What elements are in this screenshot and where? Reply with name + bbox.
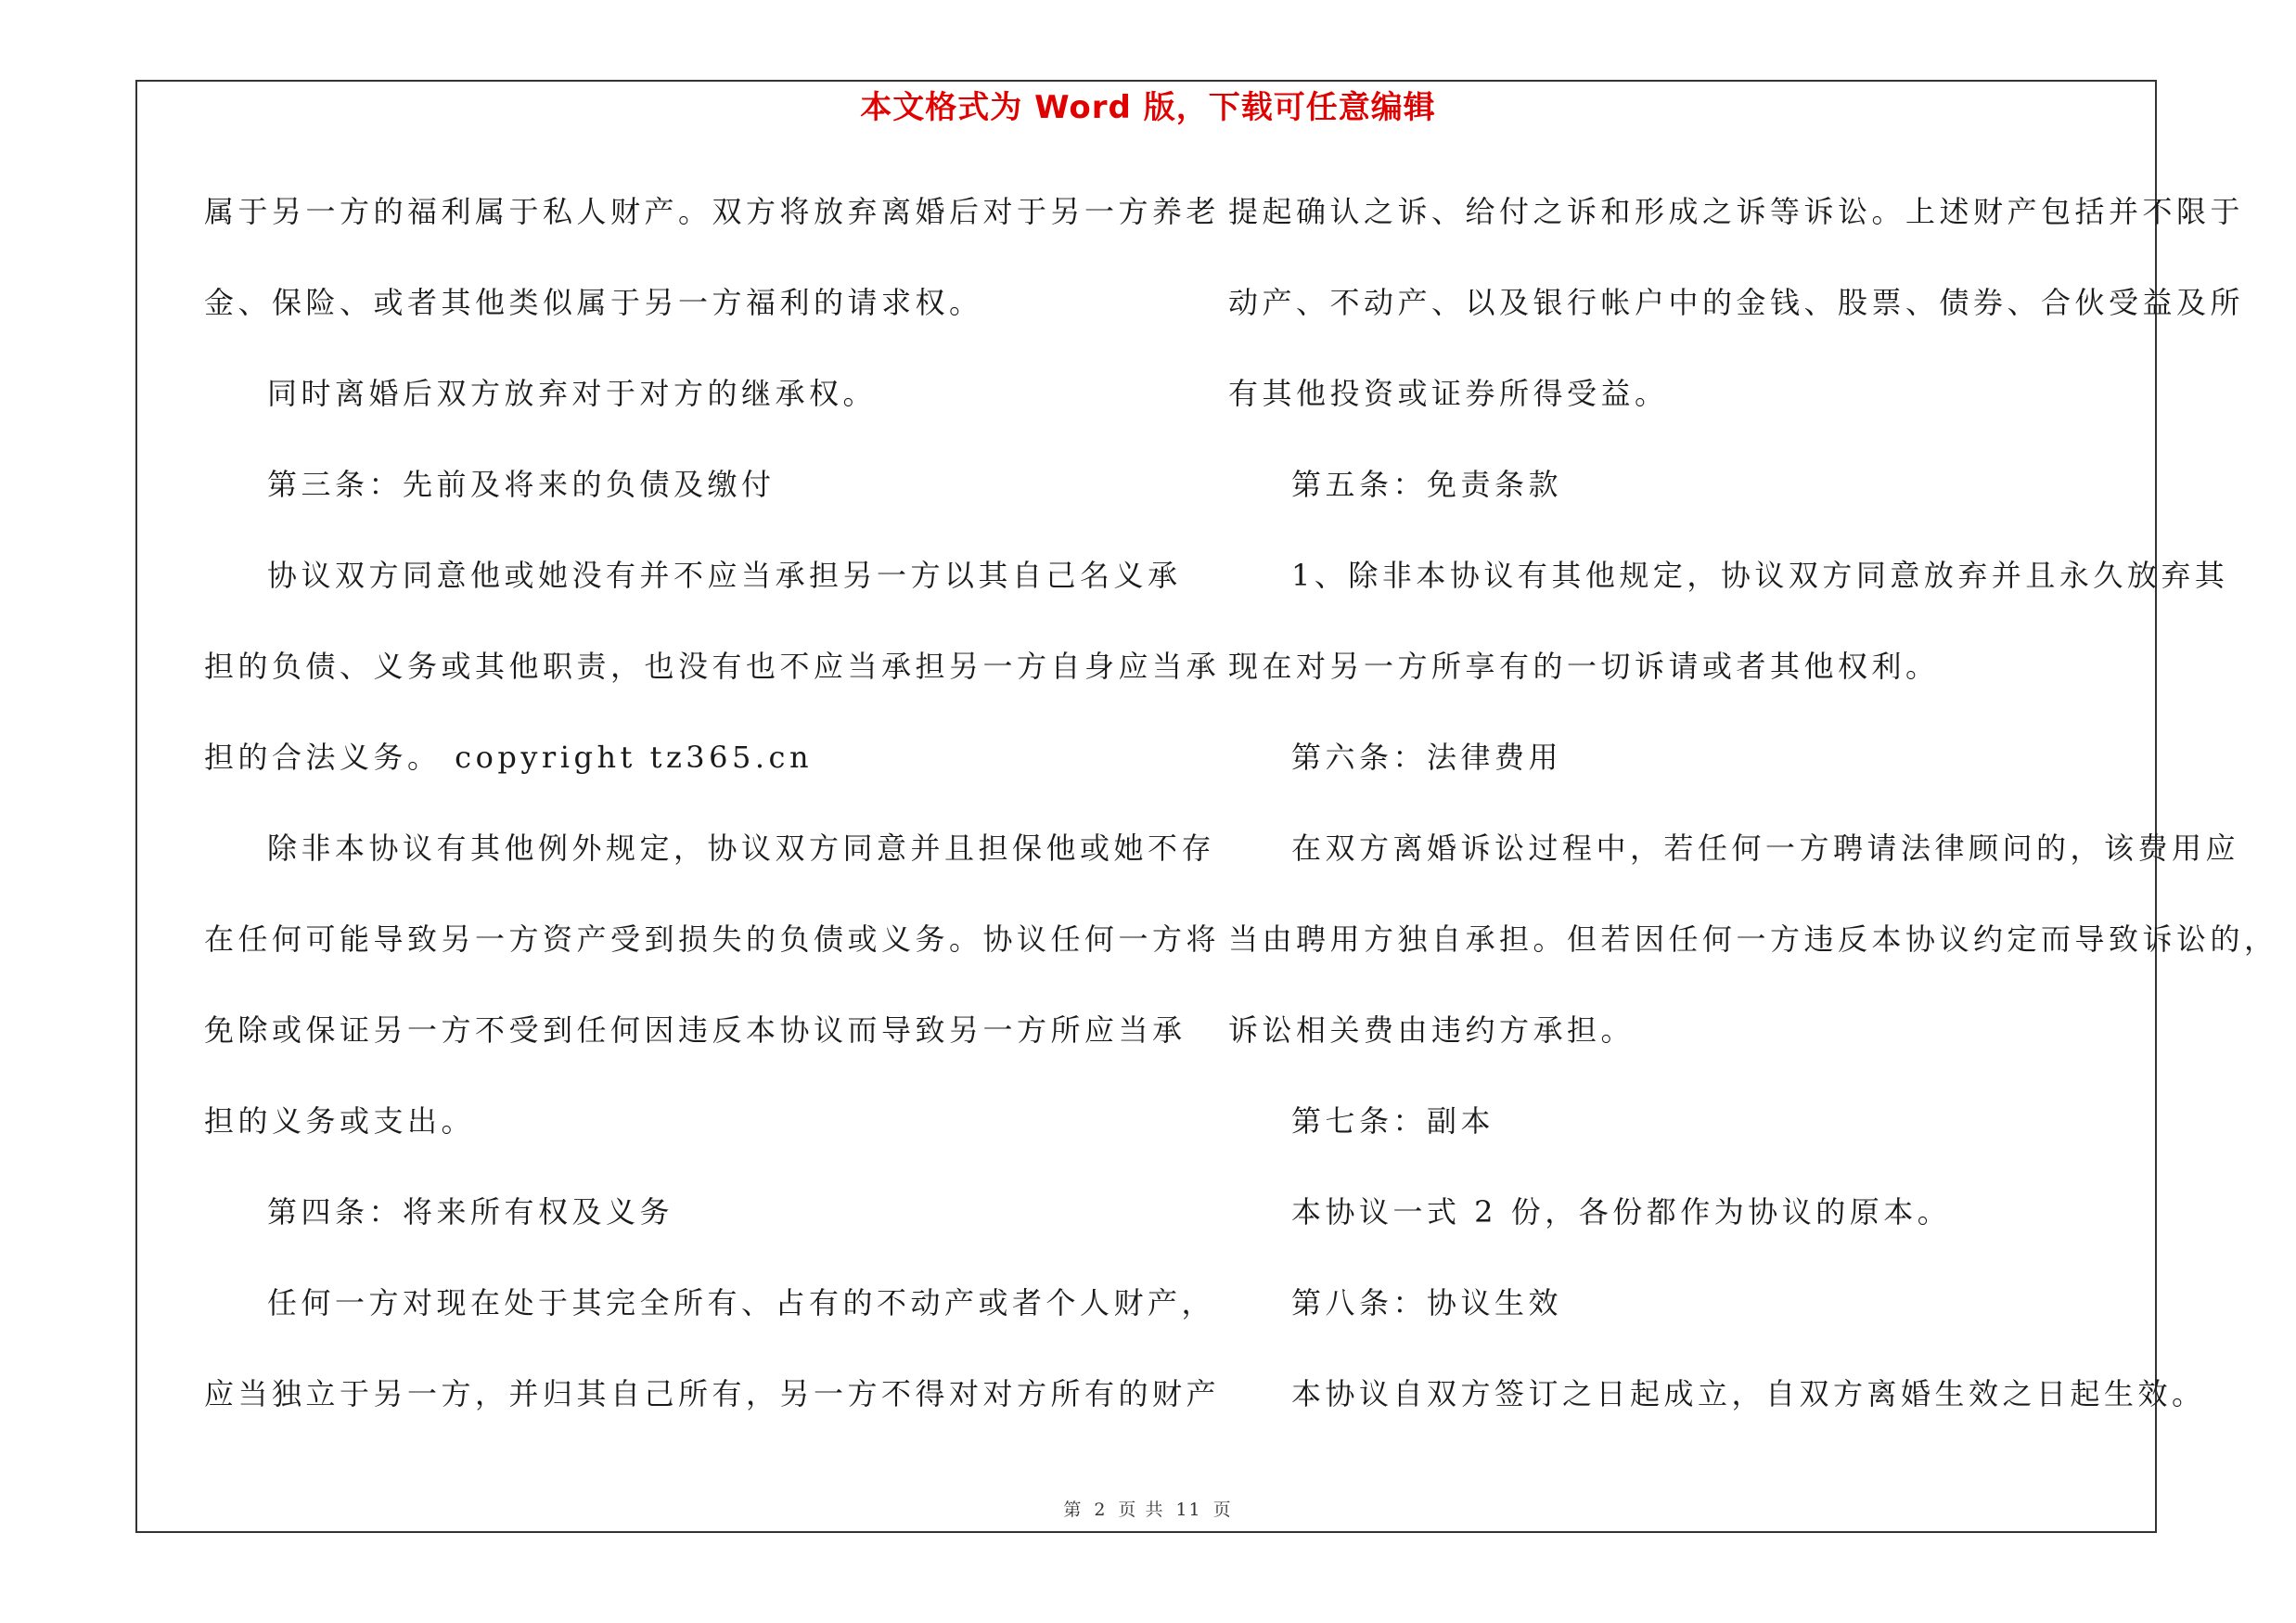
text-line: 本协议一式 2 份，各份都作为协议的原本。 [1291, 1194, 1952, 1230]
text-line: 金、保险、或者其他类似属于另一方福利的请求权。 [204, 285, 983, 320]
text-line: 第八条：协议生效 [1291, 1285, 1563, 1320]
word-format-banner: 本文格式为 Word 版，下载可任意编辑 [860, 89, 1436, 126]
text-line: 担的合法义务。 copyright tz365.cn [204, 740, 814, 775]
text-line: 担的义务或支出。 [204, 1103, 476, 1139]
text-line: 1、除非本协议有其他规定，协议双方同意放弃并且永久放弃其 [1291, 558, 2229, 593]
text-line: 应当独立于另一方，并归其自己所有，另一方不得对对方所有的财产 [204, 1376, 1221, 1411]
text-line: 任何一方对现在处于其完全所有、占有的不动产或者个人财产， [267, 1285, 1216, 1320]
footer-prefix: 第 [1063, 1500, 1084, 1520]
text-line: 当由聘用方独自承担。但若因任何一方违反本协议约定而导致诉讼的， [1228, 921, 2278, 957]
text-line: 属于另一方的福利属于私人财产。双方将放弃离婚后对于另一方养老 [204, 194, 1221, 229]
text-line: 除非本协议有其他例外规定，协议双方同意并且担保他或她不存 [267, 831, 1216, 866]
footer-current-page: 2 [1094, 1500, 1108, 1520]
text-line: 现在对另一方所享有的一切诉请或者其他权利。 [1228, 649, 1940, 684]
page-footer [0, 1496, 2296, 1521]
text-line: 诉讼相关费由违约方承担。 [1228, 1012, 1635, 1048]
left-column [204, 184, 1221, 1457]
text-line: 第五条：免责条款 [1291, 467, 1563, 502]
text-line: 本协议自双方签订之日起成立，自双方离婚生效之日起生效。 [1291, 1376, 2206, 1411]
text-line: 在双方离婚诉讼过程中，若任何一方聘请法律顾问的，该费用应 [1291, 831, 2240, 866]
text-line: 担的负债、义务或其他职责，也没有也不应当承担另一方自身应当承 [204, 649, 1221, 684]
text-line: 第四条：将来所有权及义务 [267, 1194, 674, 1230]
text-line: 同时离婚后双方放弃对于对方的继承权。 [267, 376, 878, 411]
footer-middle: 页 共 [1118, 1500, 1165, 1520]
footer-total-pages: 11 [1175, 1500, 1202, 1520]
text-line: 动产、不动产、以及银行帐户中的金钱、股票、债券、合伙受益及所 [1228, 285, 2245, 320]
right-column [1228, 184, 2278, 1457]
text-line: 有其他投资或证券所得受益。 [1228, 376, 1669, 411]
text-line: 免除或保证另一方不受到任何因违反本协议而导致另一方所应当承 [204, 1012, 1186, 1048]
footer-suffix: 页 [1212, 1500, 1233, 1520]
text-line: 在任何可能导致另一方资产受到损失的负债或义务。协议任何一方将 [204, 921, 1221, 957]
text-line: 提起确认之诉、给付之诉和形成之诉等诉讼。上述财产包括并不限于 [1228, 194, 2245, 229]
text-line: 协议双方同意他或她没有并不应当承担另一方以其自己名义承 [267, 558, 1182, 593]
text-line: 第七条：副本 [1291, 1103, 1495, 1139]
text-line: 第三条：先前及将来的负债及缴付 [267, 467, 776, 502]
text-line: 第六条：法律费用 [1291, 740, 1563, 775]
